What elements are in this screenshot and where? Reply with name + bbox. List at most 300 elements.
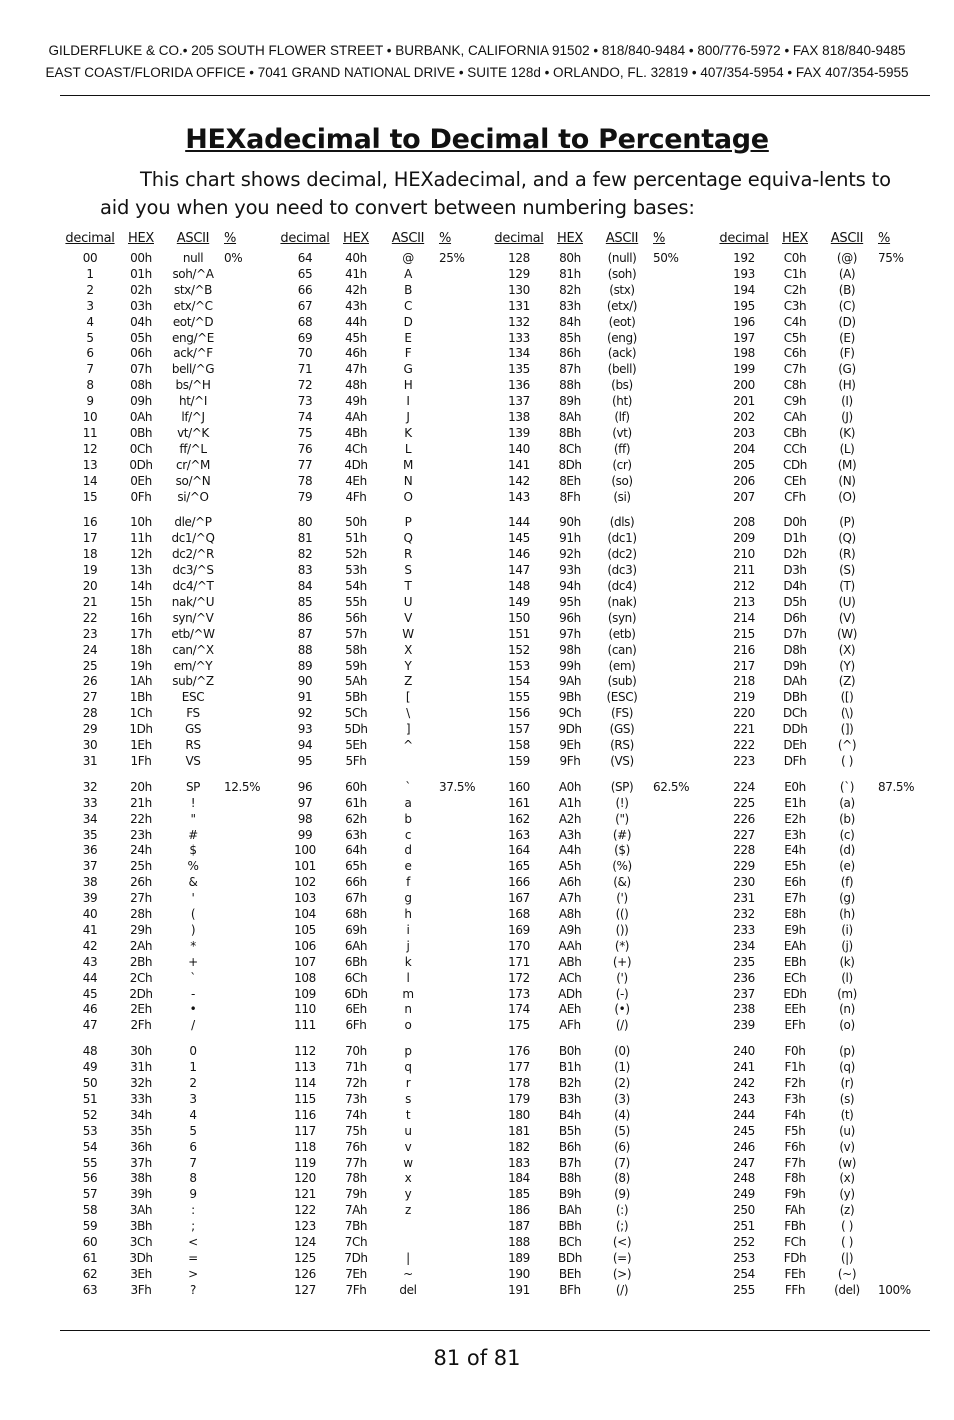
ascii-cell: (N) — [838, 473, 856, 488]
decimal-cell: 225 — [733, 795, 755, 810]
decimal-cell: 149 — [508, 594, 530, 609]
ascii-cell: (y) — [839, 1187, 855, 1202]
decimal-cell: 82 — [297, 547, 313, 562]
decimal-cell: 10 — [82, 410, 98, 424]
ascii-cell: (z) — [839, 1203, 855, 1218]
ascii-cell: dc1/^Q — [171, 531, 215, 546]
ascii-cell: (a) — [839, 795, 855, 810]
hex-cell: C7h — [783, 362, 807, 377]
hex-cell: 43h — [345, 298, 367, 313]
ascii-cell — [378, 753, 438, 769]
decimal-cell: 242 — [733, 1076, 755, 1090]
ascii-cell: ^ — [403, 738, 413, 752]
ascii-cell: null — [182, 251, 204, 265]
hex-cell: DAh — [783, 674, 807, 689]
ascii-cell: (H) — [838, 378, 856, 393]
hex-cell: BEh — [558, 1266, 582, 1281]
hex-cell: CAh — [783, 410, 807, 424]
ascii-cell: f — [406, 875, 410, 890]
ascii-cell: (R) — [838, 547, 856, 562]
decimal-cell: 38 — [82, 875, 98, 890]
ascii-cell: (K) — [838, 425, 856, 440]
decimal-cell: 178 — [508, 1076, 530, 1090]
decimal-cell: 193 — [733, 266, 755, 281]
hex-cell: D1h — [783, 531, 807, 546]
hex-cell: 07h — [130, 362, 152, 377]
hex-header: HEX — [782, 231, 808, 246]
hex-cell: C0h — [783, 251, 807, 265]
hex-cell: EBh — [783, 954, 807, 969]
decimal-cell: 34 — [82, 811, 98, 826]
hex-cell: 98h — [559, 642, 581, 657]
hex-cell: 78h — [345, 1171, 367, 1186]
hex-cell: DFh — [783, 753, 807, 768]
ascii-cell: can/^X — [172, 642, 214, 657]
decimal-cell: 153 — [508, 658, 530, 673]
ascii-cell: (t) — [840, 1107, 854, 1122]
decimal-cell: 83 — [297, 563, 313, 578]
hex-cell: 96h — [559, 610, 581, 625]
ascii-cell: (') — [616, 970, 628, 985]
decimal-cell: 71 — [297, 362, 313, 377]
ascii-cell: (|) — [840, 1250, 854, 1265]
hex-cell: 8Ah — [558, 410, 582, 424]
hex-cell: ABh — [558, 954, 582, 969]
percent-cell: 25% — [439, 251, 465, 265]
ascii-cell: (%) — [612, 859, 632, 874]
ascii-cell: (can) — [607, 642, 637, 657]
decimal-cell: 229 — [733, 859, 755, 874]
hex-cell: BFh — [559, 1282, 581, 1297]
decimal-cell: 156 — [508, 706, 530, 721]
ascii-cell: V — [404, 610, 412, 625]
decimal-cell: 118 — [294, 1139, 316, 1154]
ascii-cell: (so) — [611, 473, 633, 488]
hex-cell: A7h — [558, 891, 582, 906]
ascii-cell: (em) — [608, 658, 636, 673]
ascii-cell: (`) — [839, 779, 855, 794]
ascii-cell: (h) — [839, 907, 855, 921]
decimal-cell: 42 — [82, 938, 98, 953]
ascii-cell: l — [406, 970, 410, 985]
ascii-cell: (D) — [838, 314, 856, 329]
hex-cell: 2Fh — [130, 1018, 152, 1033]
decimal-cell: 58 — [82, 1203, 98, 1218]
ascii-cell: : — [191, 1203, 195, 1218]
ascii-cell: 6 — [189, 1139, 197, 1154]
decimal-cell: 21 — [82, 594, 98, 609]
hex-cell: 89h — [559, 394, 581, 409]
ascii-cell: (s) — [839, 1091, 855, 1106]
decimal-cell: 25 — [82, 658, 98, 673]
hex-cell: 34h — [130, 1107, 152, 1122]
decimal-cell: 3 — [86, 298, 94, 313]
ascii-cell: (si) — [613, 489, 631, 504]
ascii-cell: B — [404, 282, 412, 297]
hex-cell: 09h — [130, 394, 152, 409]
ascii-cell: Y — [404, 658, 412, 673]
hex-cell: F5h — [784, 1123, 806, 1138]
ascii-cell: (") — [615, 811, 629, 826]
hex-cell: 7Bh — [344, 1219, 368, 1234]
hex-cell: C3h — [783, 298, 807, 313]
decimal-cell: 254 — [733, 1266, 755, 1281]
hex-cell: 73h — [345, 1091, 367, 1106]
hex-cell: 63h — [345, 827, 367, 842]
ascii-cell: W — [402, 626, 414, 641]
hex-cell: 44h — [345, 314, 367, 329]
ascii-cell: (E) — [839, 330, 855, 345]
ascii-cell: (stx) — [609, 282, 635, 297]
ascii-cell: (/) — [615, 1018, 629, 1033]
ascii-cell: ' — [191, 891, 195, 906]
decimal-cell: 121 — [294, 1187, 316, 1202]
decimal-cell: 136 — [508, 378, 530, 393]
hex-cell: 1Ch — [129, 706, 153, 721]
decimal-cell: 138 — [508, 410, 530, 424]
ascii-cell: (]) — [840, 722, 854, 737]
hex-cell: 4Dh — [344, 457, 368, 472]
decimal-cell: 190 — [508, 1266, 530, 1281]
hex-cell: 94h — [559, 579, 581, 593]
decimal-cell: 95 — [297, 753, 313, 768]
hex-cell: A3h — [558, 827, 582, 842]
ascii-cell: + — [188, 954, 198, 969]
decimal-cell: 72 — [297, 378, 313, 393]
decimal-cell: 160 — [508, 779, 530, 794]
decimal-cell: 246 — [733, 1139, 755, 1154]
decimal-cell: 253 — [733, 1250, 755, 1265]
decimal-header: decimal — [280, 231, 330, 246]
hex-cell: 8Bh — [558, 425, 582, 440]
decimal-cell: 137 — [508, 394, 530, 409]
decimal-cell: 239 — [733, 1018, 755, 1033]
ascii-cell: (8) — [614, 1171, 630, 1186]
hex-cell: D2h — [783, 547, 807, 562]
decimal-cell: 147 — [508, 563, 530, 578]
decimal-header: decimal — [65, 231, 115, 246]
hex-cell: 59h — [345, 658, 367, 673]
hex-cell: F0h — [784, 1044, 806, 1059]
ascii-cell: 9 — [189, 1187, 197, 1202]
ascii-cell: (null) — [607, 251, 637, 265]
ascii-cell: z — [405, 1203, 411, 1218]
decimal-cell: 140 — [508, 441, 530, 456]
hex-cell: 3Fh — [130, 1282, 152, 1297]
ascii-cell: (FS) — [610, 706, 634, 721]
ascii-cell: 1 — [189, 1060, 197, 1075]
ascii-cell: so/^N — [175, 473, 211, 488]
ascii-cell: q — [404, 1060, 412, 1075]
hex-cell: 36h — [130, 1139, 152, 1154]
ascii-cell: % — [187, 859, 199, 874]
hex-cell: F9h — [784, 1187, 806, 1202]
decimal-cell: 65 — [297, 266, 313, 281]
hex-cell: 4Bh — [344, 425, 368, 440]
intro-paragraph: This chart shows decimal, HEXadecimal, and a few percentage equiva-lents to aid you when you need to convert between numbering bases: — [100, 168, 891, 219]
decimal-cell: 164 — [508, 843, 530, 858]
decimal-cell: 174 — [508, 1002, 530, 1017]
hex-cell: A9h — [558, 922, 582, 937]
ascii-cell: K — [404, 425, 412, 440]
decimal-cell: 126 — [294, 1266, 316, 1281]
decimal-cell: 44 — [82, 970, 98, 985]
hex-cell: 69h — [345, 922, 367, 937]
ascii-cell: ~ — [403, 1266, 413, 1281]
ascii-cell: (=) — [612, 1250, 632, 1265]
hex-cell: 7Ah — [344, 1203, 368, 1218]
hex-cell: 0Ch — [129, 441, 153, 456]
decimal-cell: 37 — [82, 859, 98, 874]
decimal-cell: 251 — [733, 1219, 755, 1234]
hex-cell: E4h — [784, 843, 806, 858]
decimal-cell: 33 — [82, 795, 98, 810]
decimal-cell: 125 — [294, 1250, 316, 1265]
ascii-cell: vt/^K — [177, 425, 209, 440]
hex-cell: B8h — [558, 1171, 582, 1186]
ascii-cell: (0) — [614, 1044, 630, 1059]
hex-cell: 27h — [130, 891, 152, 906]
ascii-cell: R — [404, 547, 412, 562]
hex-cell: 2Dh — [129, 986, 153, 1001]
decimal-cell: 108 — [294, 970, 316, 985]
hex-cell: DBh — [783, 690, 807, 705]
percent-cell: 100% — [878, 1282, 911, 1297]
ascii-cell: [ — [405, 690, 411, 705]
decimal-cell: 135 — [508, 362, 530, 377]
hex-cell: DDh — [782, 722, 808, 737]
hex-cell: A8h — [558, 907, 582, 921]
hex-cell: 9Ah — [558, 674, 582, 689]
decimal-cell: 119 — [294, 1155, 316, 1170]
ascii-header: ASCII — [391, 231, 425, 246]
ascii-cell: w — [403, 1155, 413, 1170]
hex-cell: 9Eh — [559, 738, 581, 752]
decimal-cell: 87 — [297, 626, 313, 641]
decimal-cell: 63 — [82, 1282, 98, 1297]
hex-cell: 3Eh — [130, 1266, 152, 1281]
hex-cell: 2Eh — [130, 1002, 152, 1017]
decimal-cell: 117 — [294, 1123, 316, 1138]
decimal-cell: 17 — [82, 531, 98, 546]
ascii-cell: (I) — [841, 394, 853, 409]
decimal-cell: 220 — [733, 706, 755, 721]
hex-cell: 7Fh — [345, 1282, 367, 1297]
decimal-cell: 77 — [297, 457, 313, 472]
ascii-cell: (!) — [615, 795, 629, 810]
decimal-cell: 75 — [297, 425, 313, 440]
hex-cell: 61h — [345, 795, 367, 810]
decimal-cell: 255 — [733, 1282, 755, 1297]
hex-cell: 48h — [345, 378, 367, 393]
decimal-cell: 179 — [508, 1091, 530, 1106]
decimal-cell: 139 — [508, 425, 530, 440]
hex-cell: B4h — [558, 1107, 582, 1122]
decimal-cell: 191 — [508, 1282, 530, 1297]
ascii-cell: D — [403, 314, 413, 329]
ascii-cell: VS — [185, 753, 201, 768]
hex-cell: 76h — [345, 1139, 367, 1154]
decimal-cell: 248 — [733, 1171, 755, 1186]
decimal-cell: 222 — [733, 738, 755, 752]
decimal-cell: 116 — [294, 1107, 316, 1122]
ascii-cell: (cr) — [612, 457, 632, 472]
ascii-cell: (B) — [838, 282, 856, 297]
hex-cell: 9Fh — [559, 753, 581, 768]
hex-cell: 67h — [345, 891, 367, 906]
ascii-cell: 7 — [189, 1155, 197, 1170]
decimal-cell: 212 — [733, 579, 755, 593]
hex-cell: 6Dh — [344, 986, 368, 1001]
ascii-cell: ? — [190, 1282, 196, 1297]
hex-cell: CEh — [783, 473, 807, 488]
company-address-line: GILDERFLUKE & CO.• 205 SOUTH FLOWER STREET • BURBANK, CALIFORNIA 91502 • 818/840-9484 • 800/776-5972 • FAX 818/840-9485 — [48, 43, 906, 58]
ascii-cell: < — [188, 1235, 198, 1249]
ascii-cell: (k) — [839, 954, 855, 969]
decimal-cell: 66 — [297, 282, 313, 297]
decimal-header: decimal — [719, 231, 769, 246]
hex-cell: 75h — [345, 1123, 367, 1138]
hex-cell: A5h — [558, 859, 582, 874]
decimal-cell: 250 — [733, 1203, 755, 1218]
ascii-cell: ()) — [615, 922, 629, 937]
hex-cell: BAh — [558, 1203, 582, 1218]
hex-cell: 49h — [345, 394, 367, 409]
ascii-cell: (L) — [839, 441, 855, 456]
hex-cell: 8Dh — [558, 457, 582, 472]
hex-cell: B0h — [558, 1044, 582, 1059]
percent-cell: 37.5% — [439, 779, 476, 794]
hex-cell: D0h — [783, 515, 807, 530]
decimal-cell: 47 — [82, 1018, 98, 1033]
ascii-cell: 4 — [189, 1107, 197, 1122]
ascii-cell: (lf) — [614, 410, 630, 424]
decimal-cell: 244 — [733, 1107, 755, 1122]
decimal-cell: 134 — [508, 346, 530, 361]
ascii-cell: (T) — [839, 579, 855, 593]
decimal-cell: 31 — [82, 753, 98, 768]
ascii-cell: (GS) — [609, 722, 635, 737]
ascii-cell: 5 — [189, 1123, 197, 1138]
ascii-cell: ! — [190, 795, 196, 810]
ascii-cell: (p) — [839, 1044, 855, 1059]
ascii-cell: etb/^W — [171, 626, 215, 641]
ascii-cell: (f) — [840, 875, 854, 890]
ascii-cell: (3) — [614, 1091, 630, 1106]
ascii-cell: (A) — [838, 266, 856, 281]
ascii-cell: (J) — [841, 410, 853, 424]
hex-cell: 7Dh — [344, 1250, 368, 1265]
hex-header: HEX — [128, 231, 154, 246]
decimal-cell: 217 — [733, 658, 755, 673]
ascii-cell: • — [189, 1002, 197, 1017]
hex-cell: AAh — [558, 938, 582, 953]
decimal-cell: 235 — [733, 954, 755, 969]
ascii-cell: (Q) — [838, 531, 856, 546]
hex-cell: 5Dh — [344, 722, 368, 737]
decimal-cell: 62 — [82, 1266, 98, 1281]
ascii-cell: dc4/^T — [172, 579, 214, 593]
hex-cell: CDh — [782, 457, 808, 472]
ascii-cell: dc3/^S — [172, 563, 214, 578]
decimal-cell: 183 — [508, 1155, 530, 1170]
percent-cell: 62.5% — [653, 779, 690, 794]
hex-cell: FBh — [784, 1219, 806, 1234]
hex-cell: 65h — [345, 859, 367, 874]
decimal-cell: 237 — [733, 986, 755, 1001]
decimal-cell: 90 — [297, 674, 313, 689]
percent-header: % — [224, 231, 237, 246]
decimal-cell: 92 — [297, 706, 313, 721]
decimal-cell: 163 — [508, 827, 530, 842]
hex-cell: 26h — [130, 875, 152, 890]
decimal-cell: 245 — [733, 1123, 755, 1138]
hex-cell: 47h — [345, 362, 367, 377]
ascii-cell: (C) — [838, 298, 856, 313]
hex-header: HEX — [343, 231, 369, 246]
hex-cell: 99h — [559, 658, 581, 673]
hex-cell: 0Eh — [130, 473, 152, 488]
hex-cell: 25h — [130, 859, 152, 874]
decimal-cell: 67 — [297, 298, 313, 313]
decimal-cell: 36 — [82, 843, 98, 858]
decimal-cell: 11 — [82, 425, 98, 440]
decimal-cell: 196 — [733, 314, 755, 329]
ascii-cell: i — [406, 922, 410, 937]
decimal-cell: 131 — [508, 298, 530, 313]
decimal-cell: 133 — [508, 330, 530, 345]
ascii-cell: bell/^G — [171, 362, 215, 377]
decimal-cell: 80 — [297, 515, 313, 530]
decimal-cell: 113 — [294, 1060, 316, 1075]
ascii-cell: FS — [186, 706, 200, 721]
decimal-cell: 201 — [733, 394, 755, 409]
percent-cell: 12.5% — [224, 779, 261, 794]
ascii-cell: SP — [185, 779, 201, 794]
hex-cell: 2Bh — [129, 954, 153, 969]
decimal-cell: 182 — [508, 1139, 530, 1154]
ascii-cell: F — [404, 346, 412, 361]
hex-cell: C1h — [783, 266, 807, 281]
ascii-cell: e — [404, 859, 412, 874]
decimal-cell: 181 — [508, 1123, 530, 1138]
ascii-cell: (dc1) — [607, 531, 637, 546]
decimal-cell: 145 — [508, 531, 530, 546]
hex-cell: 15h — [130, 594, 152, 609]
hex-cell: 10h — [130, 515, 152, 530]
hex-cell: EEh — [784, 1002, 806, 1017]
ascii-cell: (vt) — [612, 425, 632, 440]
hex-cell: D8h — [783, 642, 807, 657]
decimal-cell: 130 — [508, 282, 530, 297]
ascii-cell: (q) — [839, 1060, 855, 1075]
decimal-cell: 146 — [508, 547, 530, 562]
hex-cell: BCh — [558, 1235, 582, 1249]
ascii-cell: - — [191, 986, 195, 1001]
ascii-cell: 2 — [189, 1076, 197, 1090]
ascii-cell: c — [404, 827, 412, 842]
hex-cell: 00h — [130, 251, 152, 265]
decimal-cell: 103 — [294, 891, 316, 906]
decimal-cell: 51 — [82, 1091, 98, 1106]
ascii-cell: GS — [184, 722, 202, 737]
ascii-cell: (RS) — [610, 738, 634, 752]
decimal-cell: 23 — [82, 626, 98, 641]
ascii-cell: (-) — [615, 986, 629, 1001]
ascii-cell — [378, 1218, 438, 1234]
ascii-cell: (7) — [614, 1155, 630, 1170]
decimal-cell: 176 — [508, 1044, 530, 1059]
